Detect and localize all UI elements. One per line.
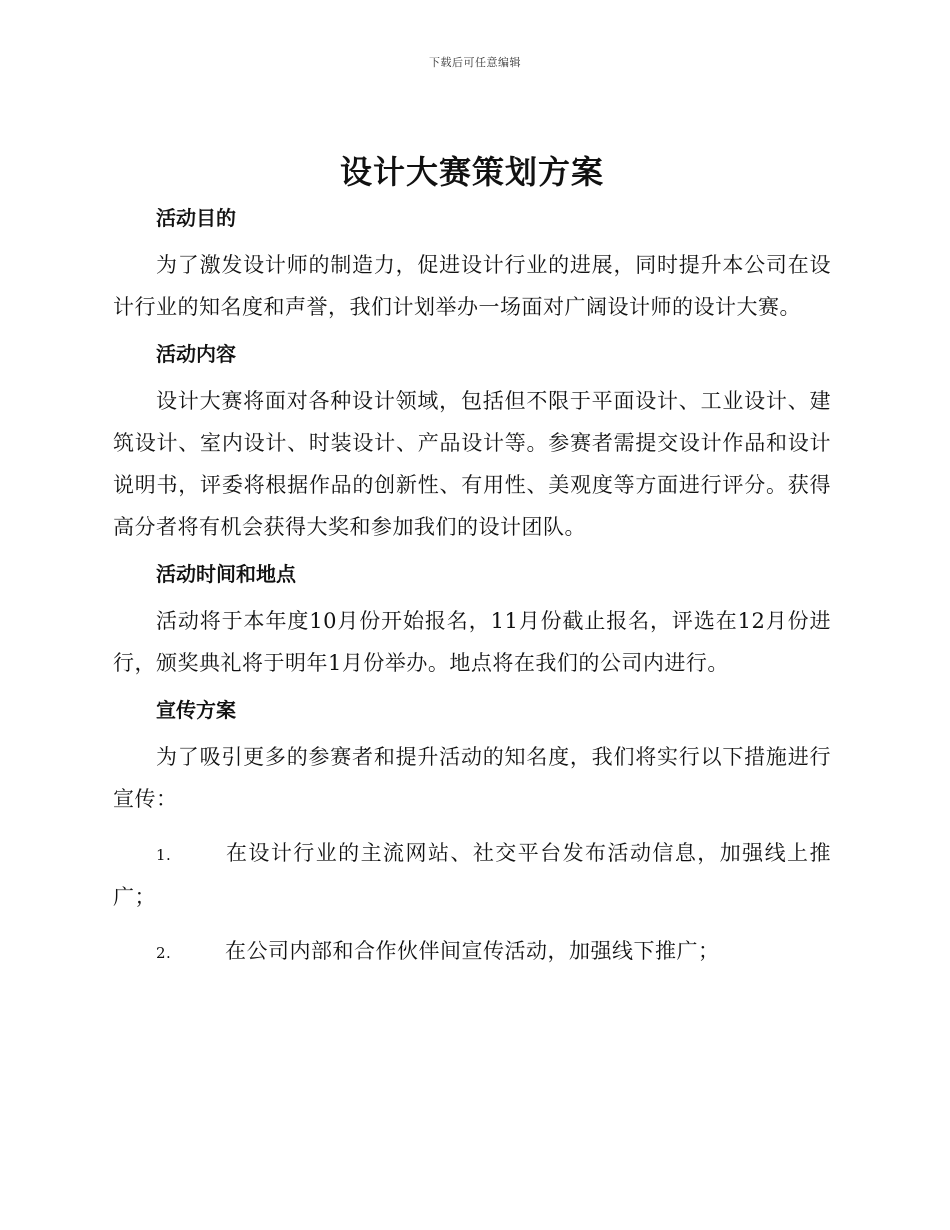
document-body	[113, 150, 831, 974]
section-purpose	[113, 204, 831, 328]
paragraph: 设计大赛将面对各种设计领域，包括但不限于平面设计、工业设计、建筑设计、室内设计、时装设计、产品设计等。参赛者需提交设计作品和设计说明书，评委将根据作品的创新性、有用性、美观度等方面进行评分。获得高分者将有机会获得大奖和参加我们的设计团队。	[113, 389, 831, 539]
list-text: 在公司内部和合作伙伴间宣传活动，加强线下推广；	[225, 939, 720, 963]
list-number: 1.	[156, 846, 172, 864]
paragraph: 为了吸引更多的参赛者和提升活动的知名度，我们将实行以下措施进行宣传：	[113, 745, 831, 811]
section-heading: 活动时间和地点	[156, 562, 296, 586]
section-heading: 宣传方案	[156, 698, 236, 722]
list-text: 在设计行业的主流网站、社交平台发布活动信息，加强线上推广；	[113, 841, 831, 909]
section-promotion	[113, 696, 831, 974]
list-item	[113, 930, 831, 974]
list-number: 2.	[156, 944, 172, 962]
document-title: 设计大赛策划方案	[339, 153, 604, 191]
section-content	[113, 340, 831, 548]
section-heading: 活动内容	[156, 342, 236, 366]
section-time-location	[113, 560, 831, 684]
paragraph: 为了激发设计师的制造力，促进设计行业的进展，同时提升本公司在设计行业的知名度和声誉，我们计划举办一场面对广阔设计师的设计大赛。	[113, 253, 831, 319]
section-heading: 活动目的	[156, 206, 236, 230]
paragraph: 活动将于本年度10月份开始报名，11月份截止报名，评选在12月份进行，颁奖典礼将于明年1月份举办。地点将在我们的公司内进行。	[113, 609, 831, 675]
header-note: 下载后可任意编辑	[429, 56, 521, 69]
list-item	[113, 832, 831, 918]
